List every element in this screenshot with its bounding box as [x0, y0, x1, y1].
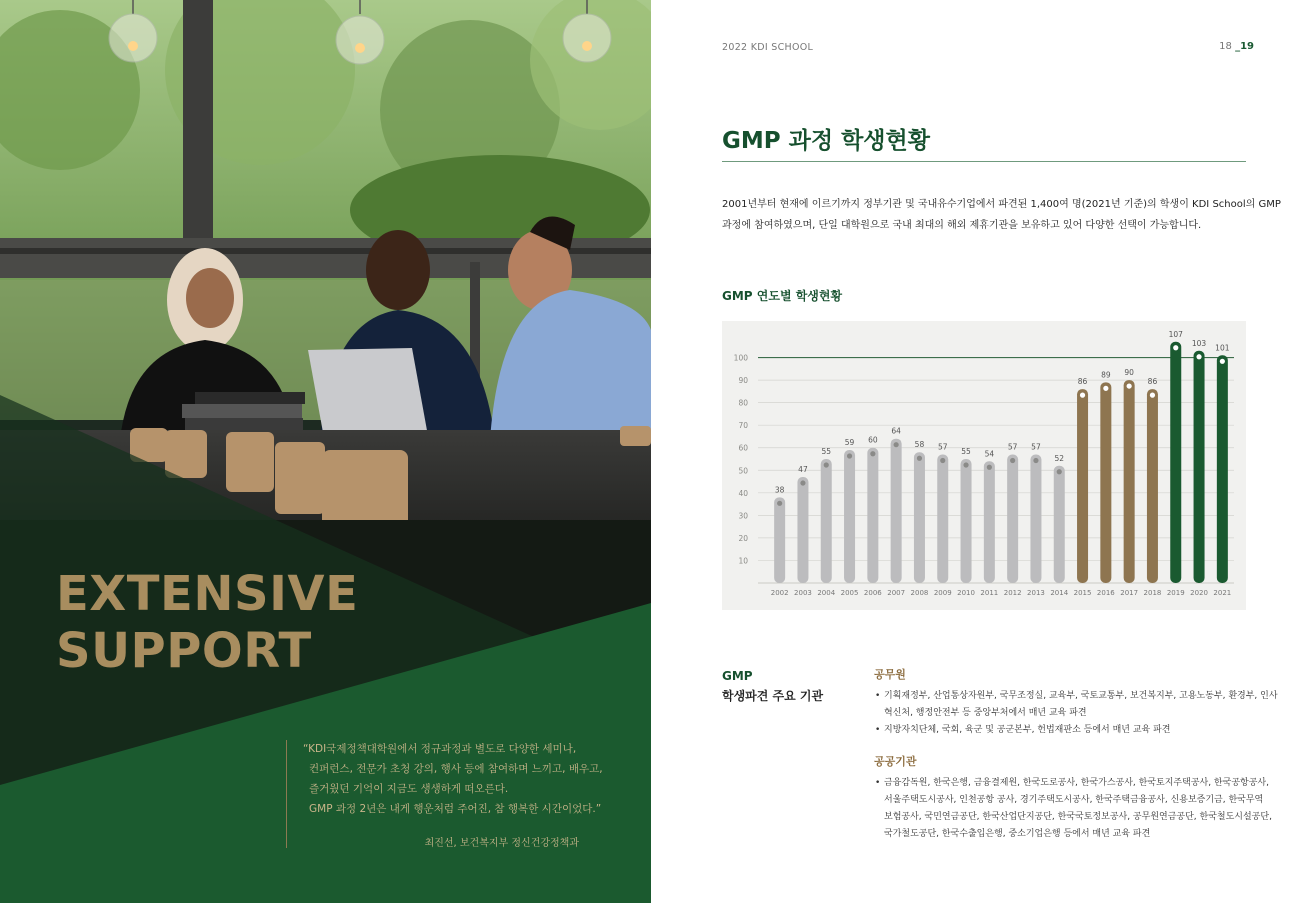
- data-label: 54: [984, 449, 995, 459]
- x-tick-label: 2021: [1213, 589, 1232, 597]
- intro-paragraph: [722, 194, 1281, 236]
- x-tick-label: 2006: [863, 589, 882, 597]
- bar-marker: [1220, 359, 1225, 364]
- bar-marker: [870, 451, 875, 456]
- data-label: 59: [844, 437, 855, 447]
- page-number-left: 18: [1219, 41, 1232, 52]
- y-tick-label: 30: [738, 511, 748, 521]
- bar: [1077, 389, 1088, 583]
- x-tick-label: 2016: [1096, 589, 1115, 597]
- bar-marker: [1080, 393, 1085, 398]
- y-tick-label: 20: [738, 533, 748, 543]
- bullet-line: • 금융감독원, 한국은행, 금융결제원, 한국도로공사, 한국가스공사, 한국토지주택공사, 한국공항공사,: [884, 778, 1269, 788]
- quote-divider: [286, 740, 287, 848]
- data-label: 55: [821, 447, 832, 456]
- bar-marker: [894, 442, 899, 447]
- bullet-item: [874, 722, 1254, 739]
- bar: [891, 439, 902, 583]
- bar-marker: [847, 453, 852, 458]
- bullet-line: 혁신처, 행정안전부 등 중앙부처에서 매년 교육 파견: [884, 708, 1087, 718]
- bar-marker: [1033, 458, 1038, 463]
- bar: [867, 448, 878, 583]
- bar-marker: [940, 458, 945, 463]
- x-tick-label: 2007: [887, 589, 906, 597]
- group-title: 공공기관: [874, 755, 917, 768]
- quote-line: GMP 과정 2년은 내게 행운처럼 주어진, 참 행복한 시간이었다.”: [309, 803, 602, 815]
- data-label: 86: [1147, 377, 1158, 387]
- quote-line: “KDI국제정책대학원에서 정규과정과 별도로 다양한 세미나,: [303, 743, 577, 755]
- bullet-line: • 기획재정부, 산업통상자원부, 국무조정실, 교육부, 국토교통부, 보건복지부, 고용노동부, 환경부, 인사: [884, 691, 1278, 701]
- headline-line-1: EXTENSIVE: [56, 566, 359, 622]
- bar: [1217, 355, 1228, 583]
- data-label: 47: [798, 465, 808, 475]
- group-title: 공무원: [874, 668, 906, 681]
- x-tick-label: 2017: [1120, 589, 1139, 597]
- bar-marker: [800, 480, 805, 485]
- bar-marker: [987, 465, 992, 470]
- intro-line: 2001년부터 현재에 이르기까지 정부기관 및 국내유수기업에서 파견된 1,400여 명(2021년 기준)의 학생이 KDI School의 GMP: [722, 199, 1281, 210]
- x-tick-label: 2003: [794, 589, 812, 597]
- x-tick-label: 2005: [840, 589, 859, 597]
- data-label: 57: [937, 442, 948, 452]
- dispatch-group: [874, 666, 1278, 739]
- y-tick-label: 50: [738, 466, 748, 476]
- bullet-item: [874, 775, 1272, 843]
- bar: [1194, 351, 1205, 583]
- bar: [1007, 454, 1018, 583]
- page-number-right: _19: [1235, 41, 1254, 52]
- data-label: 57: [1031, 442, 1041, 452]
- bar-marker: [1010, 458, 1015, 463]
- data-label: 89: [1101, 370, 1111, 380]
- x-tick-label: 2010: [957, 589, 975, 597]
- x-tick-label: 2002: [770, 589, 789, 597]
- chart-heading: GMP 연도별 학생현황: [722, 289, 843, 303]
- bar: [1030, 454, 1041, 583]
- x-tick-label: 2012: [1003, 589, 1022, 597]
- right-page: [651, 0, 1300, 903]
- section-label-line-1: GMP: [722, 669, 753, 683]
- bar-marker: [1150, 393, 1155, 398]
- dispatch-group: [874, 753, 1272, 843]
- data-label: 55: [961, 447, 971, 456]
- y-tick-label: 40: [738, 488, 748, 498]
- bullet-line: 국가철도공단, 한국수출입은행, 중소기업은행 등에서 매년 교육 파견: [884, 829, 1151, 839]
- y-tick-label: 10: [738, 556, 748, 566]
- bar: [1100, 382, 1111, 583]
- y-tick-label: 100: [733, 353, 748, 363]
- dispatch-section-label: [722, 666, 823, 706]
- data-label: 60: [868, 435, 878, 445]
- x-tick-label: 2015: [1073, 589, 1092, 597]
- data-label: 86: [1077, 377, 1088, 387]
- bar-marker: [963, 462, 968, 467]
- intro-line: 과정에 참여하였으며, 단일 대학원으로 국내 최대의 해외 제휴기관을 보유하고 있어 다양한 선택이 가능합니다.: [722, 220, 1202, 231]
- x-tick-label: 2014: [1050, 589, 1069, 597]
- bar-marker: [1057, 469, 1062, 474]
- data-label: 101: [1215, 343, 1230, 353]
- x-tick-label: 2009: [933, 589, 952, 597]
- data-label: 52: [1054, 453, 1065, 463]
- bar: [821, 459, 832, 583]
- page-title: GMP 과정 학생현황: [722, 128, 930, 154]
- running-head: 2022 KDI SCHOOL: [722, 42, 814, 53]
- bar: [844, 450, 855, 583]
- page-number: [1219, 41, 1254, 52]
- chart-canvas: [722, 321, 1246, 610]
- bar: [984, 461, 995, 583]
- bar-marker: [824, 462, 829, 467]
- bullet-item: [874, 688, 1278, 722]
- testimonial-quote: [303, 739, 603, 819]
- bullet-line: • 지방자치단체, 국회, 육군 및 공군본부, 헌법재판소 등에서 매년 교육 파견: [884, 725, 1171, 735]
- bar: [1170, 342, 1181, 583]
- data-label: 103: [1191, 338, 1207, 348]
- quote-line: 컨퍼런스, 전문가 초청 강의, 행사 등에 참여하며 느끼고, 배우고,: [309, 763, 603, 775]
- data-label: 90: [1124, 368, 1134, 378]
- x-tick-label: 2013: [1027, 589, 1045, 597]
- data-label: 64: [891, 426, 901, 436]
- x-tick-label: 2011: [980, 589, 999, 597]
- data-label: 58: [914, 440, 925, 450]
- bar: [1054, 466, 1065, 583]
- y-tick-label: 70: [738, 421, 748, 431]
- x-tick-label: 2020: [1190, 589, 1208, 597]
- y-tick-label: 90: [738, 376, 748, 386]
- bar: [1124, 380, 1135, 583]
- bar-marker: [1127, 383, 1132, 388]
- bar: [1147, 389, 1158, 583]
- bar-marker: [917, 456, 922, 461]
- bar: [937, 454, 948, 583]
- section-label-line-2: 학생파견 주요 기관: [722, 689, 824, 703]
- bar-chart: [722, 321, 1246, 610]
- title-divider: [722, 161, 1246, 162]
- headline: [56, 566, 358, 680]
- bar: [914, 452, 925, 583]
- x-tick-label: 2004: [817, 589, 836, 597]
- x-tick-label: 2019: [1166, 589, 1185, 597]
- y-tick-label: 60: [738, 443, 748, 453]
- quote-author: 최진선, 보건복지부 정신건강정책과: [424, 838, 579, 849]
- y-tick-label: 80: [738, 398, 748, 408]
- bar: [774, 497, 785, 583]
- data-label: 57: [1007, 442, 1018, 452]
- data-label: 38: [774, 485, 785, 495]
- bar-marker: [1196, 354, 1201, 359]
- data-label: 107: [1168, 329, 1183, 339]
- x-tick-label: 2018: [1143, 589, 1162, 597]
- bar-marker: [1103, 386, 1108, 391]
- dispatch-groups: [874, 666, 1278, 843]
- bar-marker: [1173, 345, 1178, 350]
- bar: [797, 477, 808, 583]
- x-tick-label: 2008: [910, 589, 929, 597]
- bar: [961, 459, 972, 583]
- bullet-line: 서울주택도시공사, 인천공항 공사, 경기주택도시공사, 한국주택금융공사, 신용보증기금, 한국무역: [884, 795, 1264, 805]
- quote-line: 즐거웠던 기억이 지금도 생생하게 떠오른다.: [309, 783, 509, 795]
- bar-marker: [777, 501, 782, 506]
- bullet-line: 보험공사, 국민연금공단, 한국산업단지공단, 한국국토정보공사, 공무원연금공단, 한국철도시설공단,: [884, 812, 1272, 822]
- headline-line-2: SUPPORT: [56, 623, 312, 679]
